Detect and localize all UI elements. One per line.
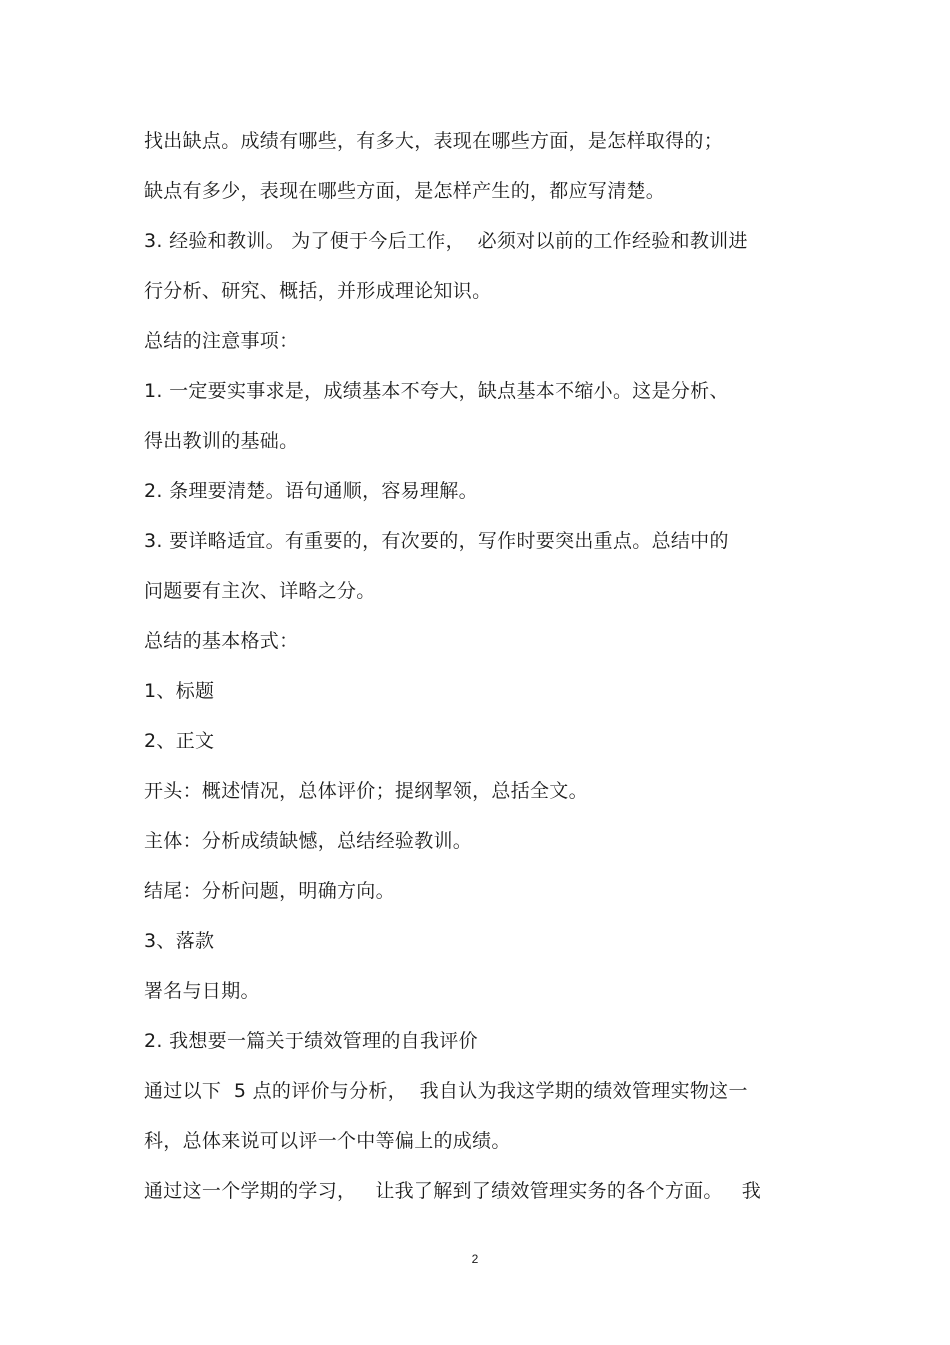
section-heading: 总结的注意事项： [144,330,299,352]
text-line: 问题要有主次、详略之分。 [144,580,376,602]
text-line: 结尾：分析问题，明确方向。 [144,880,395,902]
text-line: 3、落款 [144,930,215,952]
text-line: 通过这一个学期的学习， 让我了解到了绩效管理实务的各个方面。 我 [144,1180,762,1202]
text-line: 3. 要详略适宜。有重要的，有次要的，写作时要突出重点。总结中的 [144,530,729,552]
text-line: 1. 一定要实事求是，成绩基本不夸大，缺点基本不缩小。这是分析、 [144,380,729,402]
text-line: 缺点有多少，表现在哪些方面，是怎样产生的，都应写清楚。 [144,180,666,202]
text-line: 行分析、研究、概括，并形成理论知识。 [144,280,492,302]
text-line: 科，总体来说可以评一个中等偏上的成绩。 [144,1130,511,1152]
text-line: 主体：分析成绩缺憾，总结经验教训。 [144,830,473,852]
text-line: 开头：概述情况，总体评价；提纲挈领，总括全文。 [144,780,588,802]
section-heading: 总结的基本格式： [144,630,299,652]
text-line: 2. 条理要清楚。语句通顺，容易理解。 [144,480,478,502]
text-line: 署名与日期。 [144,980,260,1002]
text-line: 1、标题 [144,680,215,702]
text-line: 得出教训的基础。 [144,430,299,452]
text-line: 找出缺点。成绩有哪些，有多大，表现在哪些方面，是怎样取得的； [144,130,724,152]
text-line: 2、正文 [144,730,215,752]
page-number: 2 [471,1252,479,1266]
text-line: 通过以下 5 点的评价与分析， 我自认为我这学期的绩效管理实物这一 [144,1080,748,1102]
section-heading: 2. 我想要一篇关于绩效管理的自我评价 [144,1030,478,1052]
text-line: 3. 经验和教训。 为了便于今后工作， 必须对以前的工作经验和教训进 [144,230,748,252]
